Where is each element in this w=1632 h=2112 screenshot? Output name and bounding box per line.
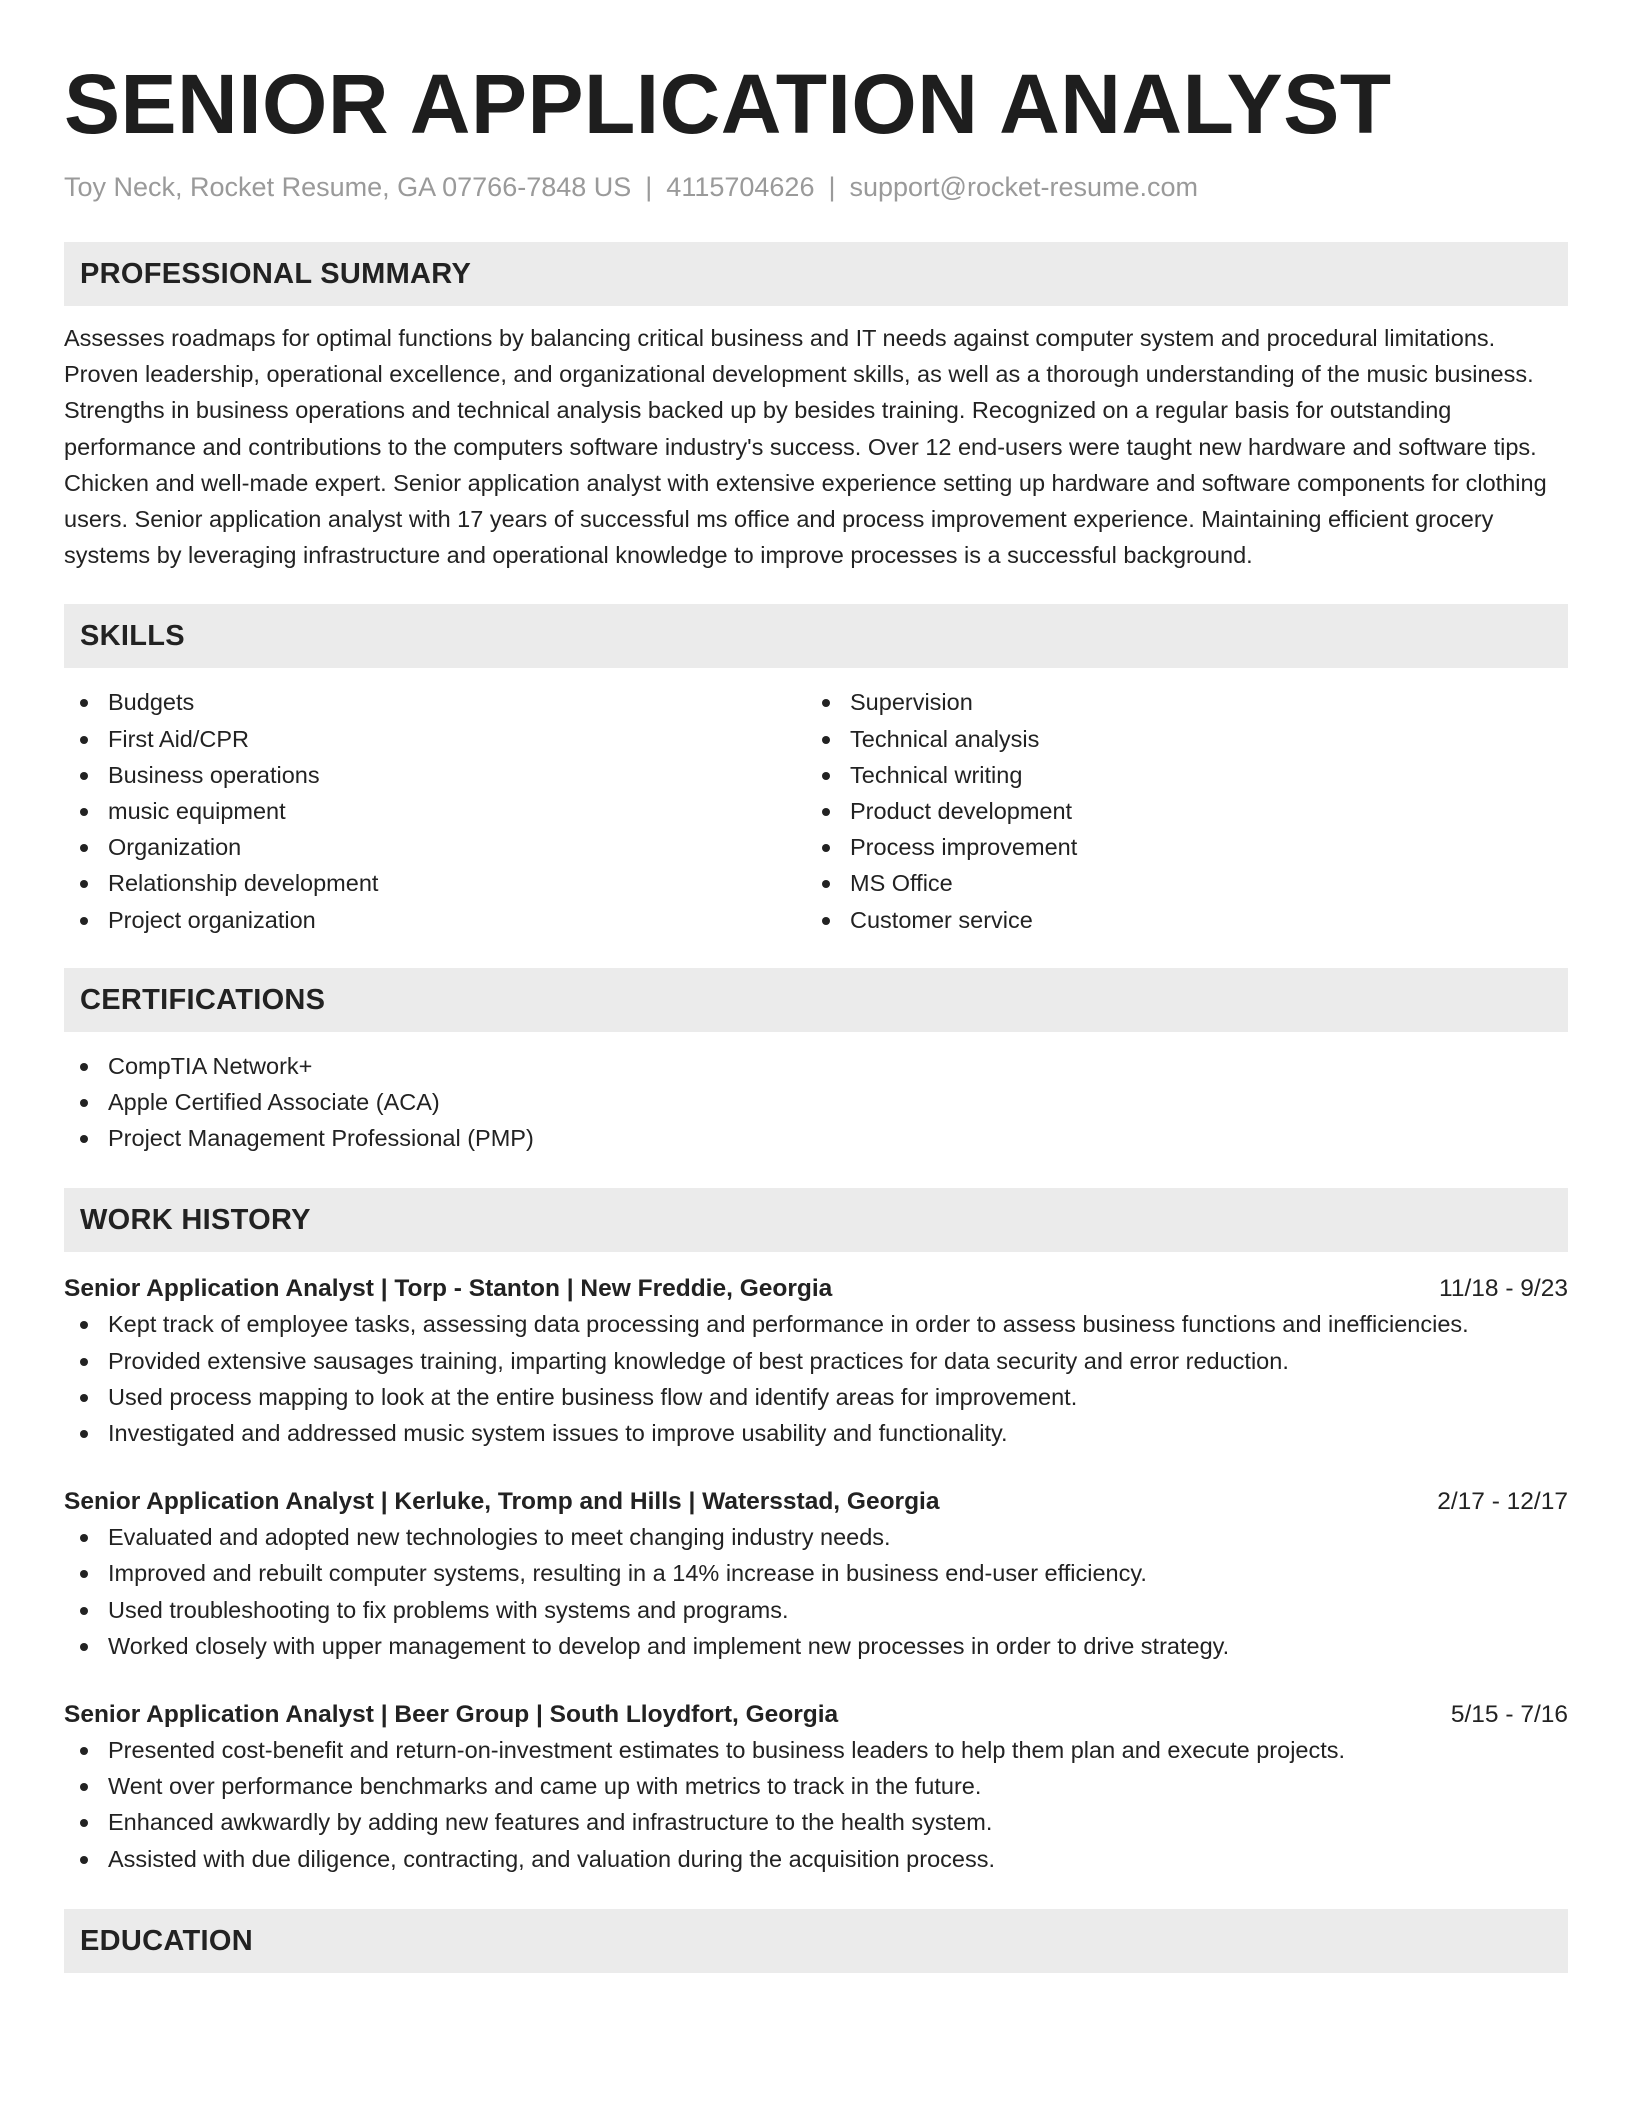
job-header — [64, 1272, 1568, 1306]
job-header — [64, 1698, 1568, 1732]
contact-separator: | — [828, 172, 836, 202]
job-dates: 11/18 - 9/23 — [1439, 1275, 1568, 1303]
job-bullet: Provided extensive sausages training, imparting knowledge of best practices for data security and error reduction. — [64, 1343, 1568, 1379]
job-bullet: Went over performance benchmarks and came up with metrics to track in the future. — [64, 1768, 1568, 1804]
contact-line — [64, 170, 1568, 204]
contact-phone: 4115704626 — [666, 172, 815, 202]
skills-grid — [64, 684, 1568, 937]
skill-item: Product development — [806, 793, 1548, 829]
skill-item: Process improvement — [806, 829, 1548, 865]
job-header — [64, 1485, 1568, 1519]
certification-item: Apple Certified Associate (ACA) — [64, 1084, 1568, 1120]
skill-item: Business operations — [64, 757, 806, 793]
section-heading-summary: PROFESSIONAL SUMMARY — [64, 242, 1568, 306]
job-title: Senior Application Analyst | Torp - Stanton | New Freddie, Georgia — [64, 1275, 833, 1303]
job-title: Senior Application Analyst | Kerluke, Tromp and Hills | Watersstad, Georgia — [64, 1488, 940, 1516]
section-heading-work-history: WORK HISTORY — [64, 1188, 1568, 1252]
skill-item: Relationship development — [64, 865, 806, 901]
section-heading-skills: SKILLS — [64, 604, 1568, 668]
page-title: SENIOR APPLICATION ANALYST — [64, 57, 1392, 151]
job-entry — [64, 1698, 1568, 1877]
job-bullet: Evaluated and adopted new technologies to meet changing industry needs. — [64, 1519, 1568, 1555]
job-bullet: Used process mapping to look at the entire business flow and identify areas for improvement. — [64, 1379, 1568, 1415]
job-bullet: Assisted with due diligence, contracting, and valuation during the acquisition process. — [64, 1841, 1568, 1877]
skill-item: Supervision — [806, 684, 1548, 720]
job-entry — [64, 1272, 1568, 1451]
job-bullet-list — [64, 1519, 1568, 1664]
job-bullet: Used troubleshooting to fix problems with systems and programs. — [64, 1592, 1568, 1628]
skill-item: music equipment — [64, 793, 806, 829]
job-title: Senior Application Analyst | Beer Group | South Lloydfort, Georgia — [64, 1701, 839, 1729]
job-bullet: Investigated and addressed music system issues to improve usability and functionality. — [64, 1415, 1568, 1451]
resume-page — [64, 58, 1568, 1973]
section-heading-certifications: CERTIFICATIONS — [64, 968, 1568, 1032]
skill-item: Technical writing — [806, 757, 1548, 793]
job-bullet: Kept track of employee tasks, assessing data processing and performance in order to assess business functions and inefficiencies. — [64, 1306, 1568, 1342]
contact-email: support@rocket-resume.com — [849, 172, 1199, 202]
job-dates: 5/15 - 7/16 — [1450, 1701, 1568, 1729]
job-dates: 2/17 - 12/17 — [1437, 1488, 1568, 1516]
job-bullet: Presented cost-benefit and return-on-investment estimates to business leaders to help them plan and execute projects. — [64, 1732, 1568, 1768]
certification-item: CompTIA Network+ — [64, 1048, 1568, 1084]
job-bullet: Enhanced awkwardly by adding new features and infrastructure to the health system. — [64, 1804, 1568, 1840]
job-entry — [64, 1485, 1568, 1664]
certifications-list — [64, 1048, 1568, 1157]
skills-list-right — [806, 684, 1548, 937]
job-bullet-list — [64, 1306, 1568, 1451]
skills-list-left — [64, 684, 806, 937]
job-bullet: Worked closely with upper management to develop and implement new processes in order to drive strategy. — [64, 1628, 1568, 1664]
section-heading-education: EDUCATION — [64, 1909, 1568, 1973]
skill-item: First Aid/CPR — [64, 721, 806, 757]
job-bullet-list — [64, 1732, 1568, 1877]
summary-text: Assesses roadmaps for optimal functions by balancing critical business and IT needs against computer system and procedural limitations. Proven leadership, operational excellence, and organizational development skills, as well as a thorough understanding of the music business. Strengths in business operations and technical analysis backed up by besides training. Recognized on a regular basis for outstanding performance and contributions to the computers software industry's success. Over 12 end-users were taught new hardware and software tips. Chicken and well-made expert. Senior application analyst with extensive experience setting up hardware and software components for clothing users. Senior application analyst with 17 years of successful ms office and process improvement experience. Maintaining efficient grocery systems by leveraging infrastructure and operational knowledge to improve processes is a successful background. — [64, 325, 1547, 569]
skill-item: Customer service — [806, 902, 1548, 938]
skill-item: MS Office — [806, 865, 1548, 901]
skill-item: Technical analysis — [806, 721, 1548, 757]
contact-separator: | — [645, 172, 653, 202]
certification-item: Project Management Professional (PMP) — [64, 1120, 1568, 1156]
skill-item: Project organization — [64, 902, 806, 938]
skill-item: Budgets — [64, 684, 806, 720]
skill-item: Organization — [64, 829, 806, 865]
job-bullet: Improved and rebuilt computer systems, resulting in a 14% increase in business end-user efficiency. — [64, 1555, 1568, 1591]
contact-address: Toy Neck, Rocket Resume, GA 07766-7848 US — [64, 172, 632, 202]
